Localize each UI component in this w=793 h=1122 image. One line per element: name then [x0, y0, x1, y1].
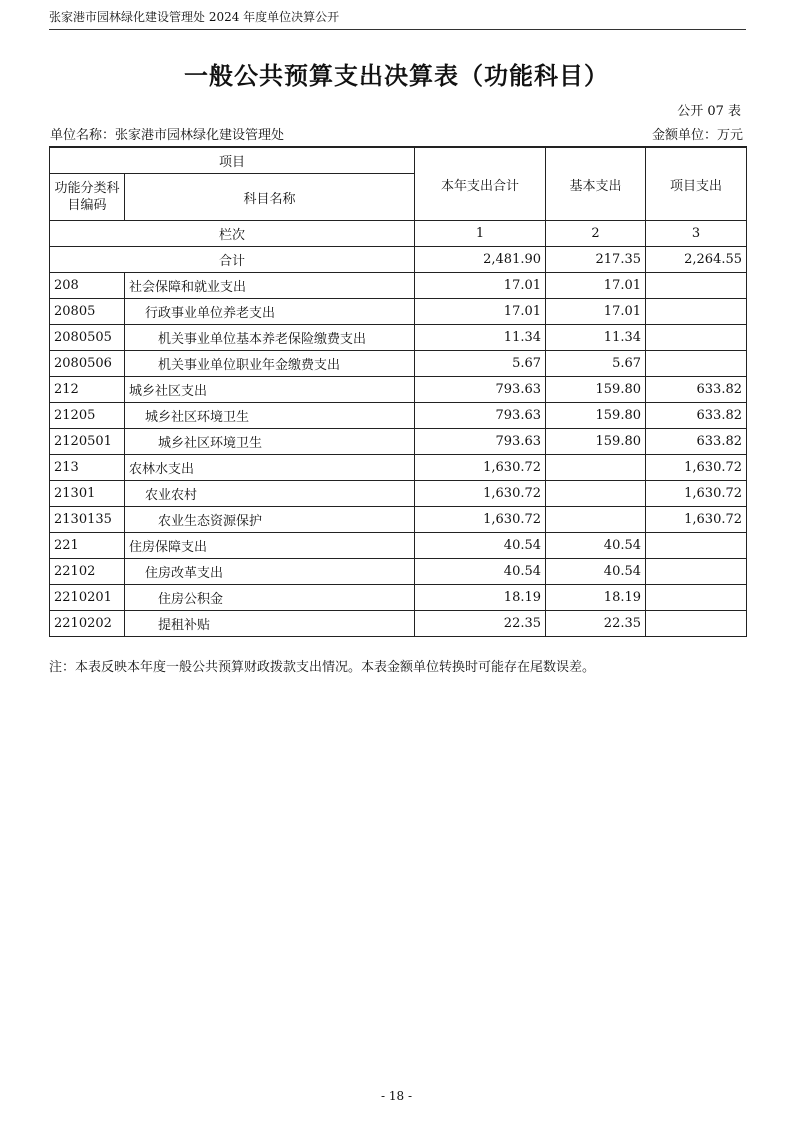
- row-basic: 159.80: [546, 403, 646, 429]
- table-row: [50, 559, 747, 585]
- header-code: 功能分类科目编码: [50, 174, 125, 221]
- table-row: [50, 299, 747, 325]
- row-name: 城乡社区环境卫生: [125, 403, 415, 429]
- row-name: 社会保障和就业支出: [125, 273, 415, 299]
- row-name: 农业生态资源保护: [125, 507, 415, 533]
- row-code: 2210201: [50, 585, 125, 611]
- form-number: 公开 07 表: [677, 104, 741, 119]
- table-row: [50, 585, 747, 611]
- row-code: 2210202: [50, 611, 125, 637]
- table-row: [50, 351, 747, 377]
- row-project: [646, 325, 747, 351]
- total-basic: 217.35: [546, 247, 646, 273]
- table-row: [50, 325, 747, 351]
- page-title: 一般公共预算支出决算表（功能科目）: [184, 62, 609, 90]
- total-project: 2,264.55: [646, 247, 747, 273]
- table-row: [50, 481, 747, 507]
- row-code: 2130135: [50, 507, 125, 533]
- row-total: 793.63: [415, 377, 546, 403]
- row-project: [646, 351, 747, 377]
- row-name: 农林水支出: [125, 455, 415, 481]
- row-code: 2080505: [50, 325, 125, 351]
- row-basic: 5.67: [546, 351, 646, 377]
- row-name: 城乡社区支出: [125, 377, 415, 403]
- row-total: 17.01: [415, 273, 546, 299]
- table-body: [50, 221, 747, 637]
- row-project: 633.82: [646, 403, 747, 429]
- table-row: [50, 507, 747, 533]
- unit-name: 单位名称：张家港市园林绿化建设管理处: [50, 128, 285, 143]
- row-basic: 11.34: [546, 325, 646, 351]
- row-total: 40.54: [415, 533, 546, 559]
- header-total: 本年支出合计: [415, 147, 546, 221]
- row-project: 1,630.72: [646, 455, 747, 481]
- row-total: 5.67: [415, 351, 546, 377]
- index-1: 1: [415, 221, 546, 247]
- row-basic: 40.54: [546, 559, 646, 585]
- row-total: 40.54: [415, 559, 546, 585]
- row-project: [646, 559, 747, 585]
- row-name: 提租补贴: [125, 611, 415, 637]
- page-number: - 18 -: [380, 1089, 412, 1103]
- row-name: 机关事业单位职业年金缴费支出: [125, 351, 415, 377]
- header-name: 科目名称: [125, 174, 415, 221]
- row-total: 793.63: [415, 429, 546, 455]
- header-basic: 基本支出: [546, 147, 646, 221]
- index-2: 2: [546, 221, 646, 247]
- row-code: 20805: [50, 299, 125, 325]
- row-code: 21205: [50, 403, 125, 429]
- row-total: 1,630.72: [415, 455, 546, 481]
- table-row: [50, 611, 747, 637]
- row-project: [646, 611, 747, 637]
- index-row: [50, 221, 747, 247]
- row-name: 城乡社区环境卫生: [125, 429, 415, 455]
- row-project: [646, 533, 747, 559]
- row-total: 1,630.72: [415, 507, 546, 533]
- running-header: 张家港市园林绿化建设管理处 2024 年度单位决算公开: [49, 8, 746, 30]
- table-note: 注：本表反映本年度一般公共预算财政拨款支出情况。本表金额单位转换时可能存在尾数误差。: [49, 660, 596, 675]
- row-code: 21301: [50, 481, 125, 507]
- row-name: 行政事业单位养老支出: [125, 299, 415, 325]
- row-basic: [546, 455, 646, 481]
- row-project: 633.82: [646, 377, 747, 403]
- row-total: 1,630.72: [415, 481, 546, 507]
- row-name: 住房改革支出: [125, 559, 415, 585]
- row-total: 18.19: [415, 585, 546, 611]
- row-project: [646, 299, 747, 325]
- row-basic: 22.35: [546, 611, 646, 637]
- row-project: 1,630.72: [646, 481, 747, 507]
- row-code: 221: [50, 533, 125, 559]
- row-basic: [546, 481, 646, 507]
- row-name: 住房保障支出: [125, 533, 415, 559]
- row-project: 1,630.72: [646, 507, 747, 533]
- row-total: 17.01: [415, 299, 546, 325]
- row-name: 农业农村: [125, 481, 415, 507]
- row-basic: 18.19: [546, 585, 646, 611]
- row-basic: [546, 507, 646, 533]
- row-basic: 17.01: [546, 299, 646, 325]
- table-row: [50, 429, 747, 455]
- table-row: [50, 273, 747, 299]
- row-code: 212: [50, 377, 125, 403]
- row-total: 11.34: [415, 325, 546, 351]
- row-code: 22102: [50, 559, 125, 585]
- row-basic: 159.80: [546, 429, 646, 455]
- row-code: 2120501: [50, 429, 125, 455]
- total-sum: 2,481.90: [415, 247, 546, 273]
- table-row: [50, 455, 747, 481]
- budget-table: [49, 146, 747, 637]
- row-total: 22.35: [415, 611, 546, 637]
- row-code: 208: [50, 273, 125, 299]
- table-row: [50, 533, 747, 559]
- row-code: 2080506: [50, 351, 125, 377]
- currency-unit: 金额单位：万元: [651, 128, 743, 143]
- row-project: [646, 585, 747, 611]
- row-project: [646, 273, 747, 299]
- row-name: 住房公积金: [125, 585, 415, 611]
- total-row: [50, 247, 747, 273]
- header-project-expense: 项目支出: [646, 147, 747, 221]
- row-project: 633.82: [646, 429, 747, 455]
- table-row: [50, 403, 747, 429]
- index-label: 栏次: [50, 221, 415, 247]
- total-label: 合计: [50, 247, 415, 273]
- table-row: [50, 377, 747, 403]
- row-basic: 40.54: [546, 533, 646, 559]
- row-basic: 159.80: [546, 377, 646, 403]
- row-code: 213: [50, 455, 125, 481]
- row-total: 793.63: [415, 403, 546, 429]
- row-basic: 17.01: [546, 273, 646, 299]
- row-name: 机关事业单位基本养老保险缴费支出: [125, 325, 415, 351]
- header-project: 项目: [50, 147, 415, 174]
- index-3: 3: [646, 221, 747, 247]
